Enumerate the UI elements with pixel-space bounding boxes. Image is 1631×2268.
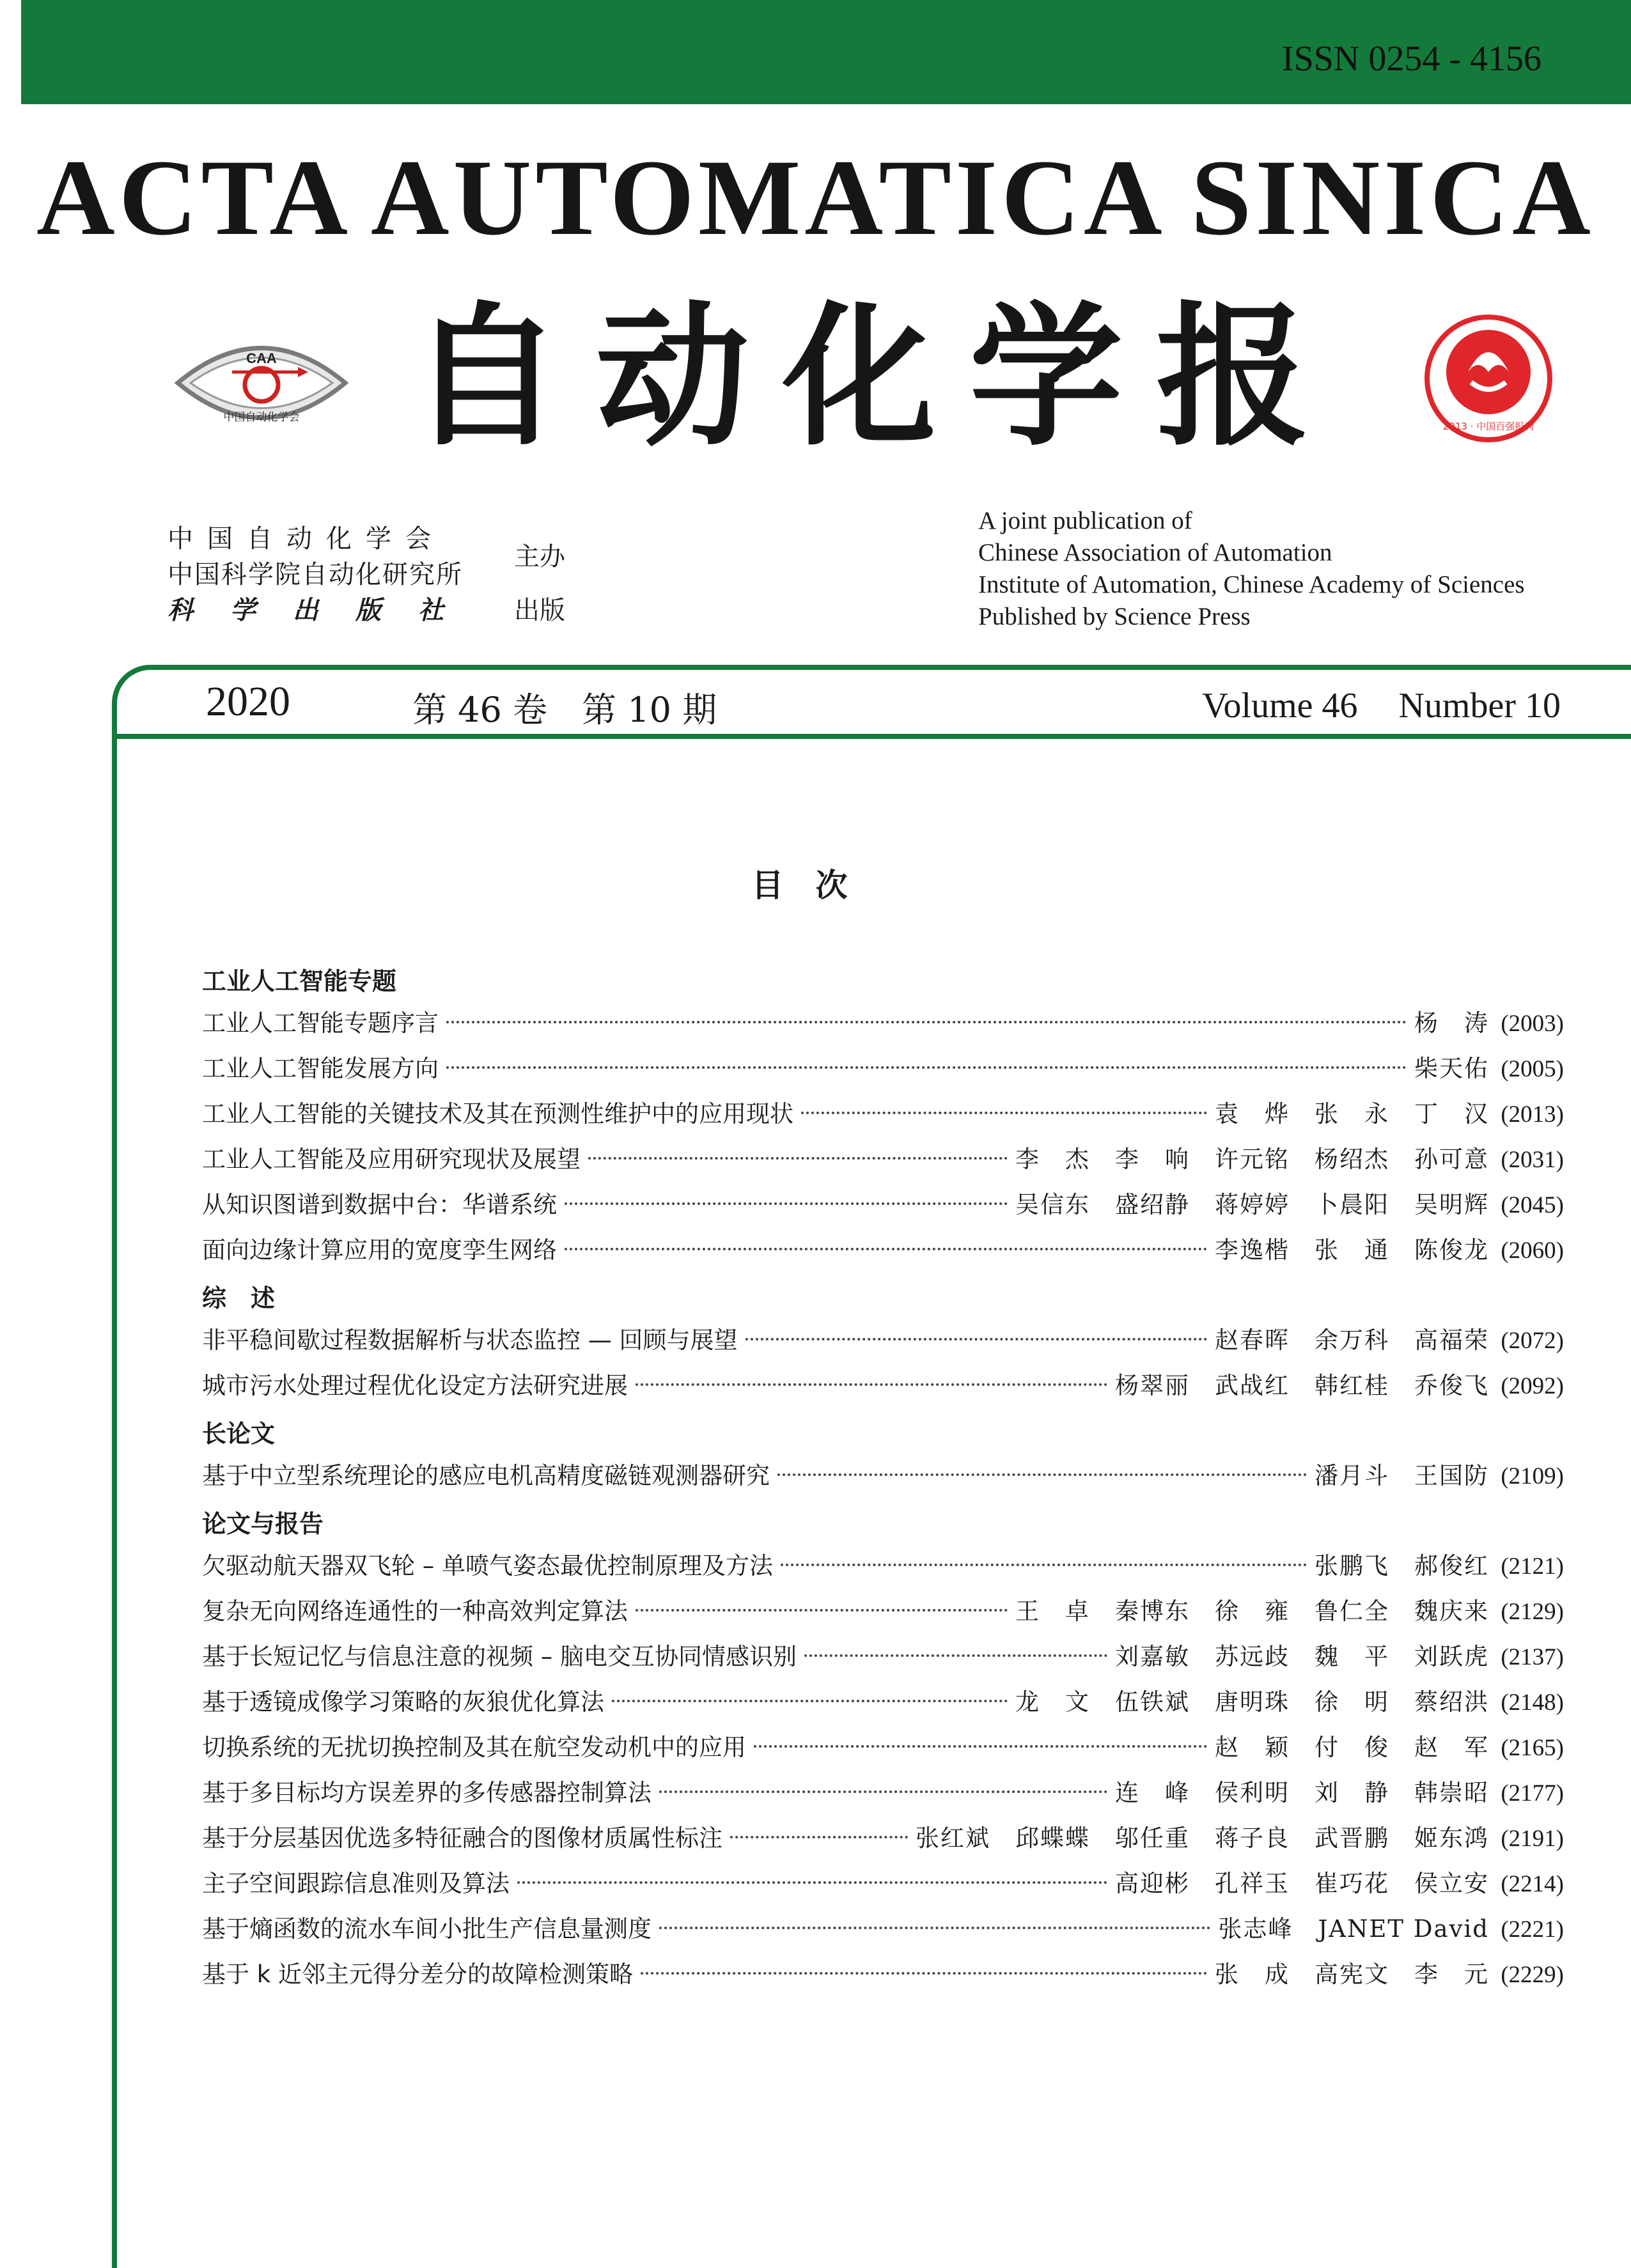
toc-entry[interactable] <box>202 1363 1564 1408</box>
logo-cn: 中国自动化学会 <box>223 411 300 424</box>
sponsor-institute: 中国科学院自动化研究所 <box>168 560 463 589</box>
toc-entry[interactable] <box>202 1815 1564 1861</box>
publisher-cn: 科学出版社 <box>168 595 481 625</box>
dot-leader <box>636 1383 1107 1386</box>
toc-entry[interactable] <box>202 1137 1564 1182</box>
dot-leader <box>659 1790 1107 1793</box>
dot-leader <box>612 1700 1008 1702</box>
toc-entry[interactable] <box>202 1453 1564 1498</box>
entry-page: (2005) <box>1501 1056 1564 1082</box>
entry-authors: 张红斌 邱蝶蝶 邬任重 蒋子良 武晋鹏 姬东鸿 <box>916 1824 1489 1852</box>
section-heading: 长论文 <box>202 1420 276 1448</box>
entry-title: 从知识图谱到数据中台：华谱系统 <box>202 1191 557 1218</box>
entry-title: 工业人工智能及应用研究现状及展望 <box>202 1146 581 1173</box>
top-banner <box>21 0 1631 104</box>
toc-entry[interactable] <box>202 1634 1564 1679</box>
journal-title-english: ACTA AUTOMATICA SINICA <box>36 137 1595 258</box>
entry-page: (2031) <box>1501 1147 1564 1173</box>
entry-authors: 柴天佑 <box>1414 1055 1489 1082</box>
toc-entry[interactable] <box>202 1725 1564 1770</box>
journal-title-chinese: 自动化学报 <box>409 288 1343 467</box>
entry-page: (2092) <box>1501 1373 1564 1399</box>
entry-authors: 李 杰 李 响 许元铭 杨绍杰 孙可意 <box>1015 1146 1489 1173</box>
entry-page: (2013) <box>1501 1101 1564 1128</box>
sponsor-caa: 中国自动化学会 <box>168 524 445 554</box>
issue-number: Number 10 <box>1398 686 1561 726</box>
entry-page: (2165) <box>1501 1735 1564 1761</box>
entry-title: 面向边缘计算应用的宽度孪生网络 <box>202 1236 557 1264</box>
entry-authors: 杨翠丽 武战红 韩红桂 乔俊飞 <box>1115 1372 1489 1399</box>
dot-leader <box>517 1881 1107 1884</box>
host-label: 主办 <box>514 542 565 571</box>
publisher-line: Published by Science Press <box>978 603 1251 630</box>
entry-page: (2045) <box>1501 1192 1564 1218</box>
entry-title: 欠驱动航天器双飞轮 – 单喷气姿态最优控制原理及方法 <box>202 1552 774 1580</box>
entry-title: 复杂无向网络连通性的一种高效判定算法 <box>202 1597 628 1625</box>
entry-page: (2221) <box>1501 1916 1564 1943</box>
entry-title: 工业人工智能发展方向 <box>202 1055 439 1082</box>
entry-title: 基于透镜成像学习策略的灰狼优化算法 <box>202 1688 604 1716</box>
entry-page: (2060) <box>1501 1238 1564 1264</box>
entry-title: 基于 k 近邻主元得分差分的故障检测策略 <box>202 1961 633 1988</box>
top100-seal-icon <box>1423 313 1554 444</box>
toc-entry[interactable] <box>202 1679 1564 1725</box>
entry-authors: 赵 颖 付 俊 赵 军 <box>1215 1734 1489 1761</box>
dot-leader <box>777 1473 1307 1476</box>
dot-leader <box>659 1927 1210 1929</box>
publisher-label: 出版 <box>514 596 565 625</box>
entry-page: (2109) <box>1501 1463 1564 1489</box>
entry-page: (2129) <box>1501 1599 1564 1625</box>
toc-entry[interactable] <box>202 1227 1564 1273</box>
issn-number: ISSN 0254 - 4156 <box>1281 39 1541 79</box>
section-heading: 工业人工智能专题 <box>202 967 397 995</box>
toc-entry[interactable] <box>202 1091 1564 1137</box>
entry-authors: 张志峰 JANET David <box>1218 1915 1489 1943</box>
toc-entry[interactable] <box>202 1046 1564 1091</box>
logo-abbr: CAA <box>246 350 277 366</box>
volume-english <box>1161 685 1561 726</box>
entry-title: 基于长短记忆与信息注意的视频 – 脑电交互协同情感识别 <box>202 1643 797 1670</box>
dot-leader <box>754 1745 1207 1748</box>
publisher-line: Chinese Association of Automation <box>978 539 1332 566</box>
entry-page: (2148) <box>1501 1689 1564 1716</box>
entry-authors: 袁 烨 张 永 丁 汉 <box>1215 1100 1489 1128</box>
entry-authors: 王 卓 秦博东 徐 雍 鲁仁全 魏庆来 <box>1015 1597 1489 1625</box>
entry-page: (2072) <box>1501 1328 1564 1354</box>
entry-authors: 高迎彬 孔祥玉 崔巧花 侯立安 <box>1115 1870 1489 1897</box>
entry-title: 切换系统的无扰切换控制及其在航空发动机中的应用 <box>202 1734 746 1761</box>
dot-leader <box>641 1972 1207 1975</box>
toc-entry[interactable] <box>202 1588 1564 1634</box>
toc-entry[interactable] <box>202 1182 1564 1227</box>
toc-entry[interactable] <box>202 1543 1564 1588</box>
entry-title: 主子空间跟踪信息准则及算法 <box>202 1870 510 1897</box>
publisher-line: Institute of Automation, Chinese Academy of Sciences <box>978 571 1525 598</box>
toc-entry[interactable] <box>202 1000 1564 1046</box>
entry-title: 基于多目标均方误差界的多传感器控制算法 <box>202 1779 652 1806</box>
entry-title: 工业人工智能的关键技术及其在预测性维护中的应用现状 <box>202 1100 793 1128</box>
section-heading: 论文与报告 <box>202 1510 324 1538</box>
sponsors-block <box>168 521 565 628</box>
caa-logo-icon <box>171 326 352 440</box>
entry-title: 非平稳间歇过程数据解析与状态监控 — 回顾与展望 <box>202 1326 738 1354</box>
entry-authors: 张 成 高宪文 李 元 <box>1215 1961 1489 1988</box>
entry-title: 城市污水处理过程优化设定方法研究进展 <box>202 1372 628 1399</box>
toc-entry[interactable] <box>202 1770 1564 1815</box>
entry-page: (2137) <box>1501 1644 1564 1670</box>
entry-page: (2191) <box>1501 1826 1564 1852</box>
entry-page: (2229) <box>1501 1962 1564 1988</box>
volume-divider <box>112 734 1631 739</box>
table-of-contents <box>202 956 1564 1997</box>
entry-authors: 李逸楷 张 通 陈俊龙 <box>1215 1236 1489 1264</box>
entry-authors: 赵春晖 余万科 高福荣 <box>1215 1326 1489 1354</box>
volume-chinese: 第 46 卷 第 10 期 <box>412 690 717 730</box>
entry-authors: 杨 涛 <box>1414 1009 1489 1037</box>
toc-entry[interactable] <box>202 1952 1564 1997</box>
dot-leader <box>745 1338 1207 1340</box>
entry-authors: 龙 文 伍铁斌 唐明珠 徐 明 蔡绍洪 <box>1015 1688 1489 1716</box>
dot-leader <box>781 1564 1307 1566</box>
entry-title: 基于中立型系统理论的感应电机高精度磁链观测器研究 <box>202 1462 770 1489</box>
entry-page: (2121) <box>1501 1553 1564 1580</box>
publisher-line: A joint publication of <box>978 507 1192 534</box>
dot-leader <box>801 1112 1207 1114</box>
section-heading: 综 述 <box>202 1284 276 1312</box>
publisher-english <box>978 505 1525 633</box>
entry-authors: 张鹏飞 郝俊红 <box>1315 1552 1489 1580</box>
toc-entry[interactable] <box>202 1861 1564 1906</box>
entry-authors: 连 峰 侯利明 刘 静 韩崇昭 <box>1115 1779 1489 1806</box>
entry-title: 工业人工智能专题序言 <box>202 1009 439 1037</box>
dot-leader <box>565 1202 1008 1205</box>
dot-leader <box>636 1609 1008 1612</box>
seal-caption: 2013 · 中国百强报刊 <box>1442 421 1534 432</box>
toc-title: 目次 <box>751 867 880 904</box>
dot-leader <box>730 1836 908 1838</box>
dot-leader <box>565 1248 1207 1250</box>
toc-entry[interactable] <box>202 1317 1564 1363</box>
dot-leader <box>804 1654 1107 1657</box>
entry-page: (2177) <box>1501 1780 1564 1806</box>
issue-year: 2020 <box>206 678 290 725</box>
entry-authors: 吴信东 盛绍静 蒋婷婷 卜晨阳 吴明辉 <box>1015 1191 1489 1218</box>
entry-title: 基于熵函数的流水车间小批生产信息量测度 <box>202 1915 652 1943</box>
entry-authors: 刘嘉敏 苏远歧 魏 平 刘跃虎 <box>1115 1643 1489 1670</box>
dot-leader <box>588 1157 1008 1160</box>
entry-page: (2003) <box>1501 1011 1564 1037</box>
entry-authors: 潘月斗 王国防 <box>1315 1462 1489 1489</box>
dot-leader <box>446 1021 1407 1023</box>
toc-entry[interactable] <box>202 1906 1564 1952</box>
entry-page: (2214) <box>1501 1871 1564 1897</box>
dot-leader <box>446 1066 1407 1069</box>
volume-number: Volume 46 <box>1202 686 1358 726</box>
entry-title: 基于分层基因优选多特征融合的图像材质属性标注 <box>202 1824 722 1852</box>
